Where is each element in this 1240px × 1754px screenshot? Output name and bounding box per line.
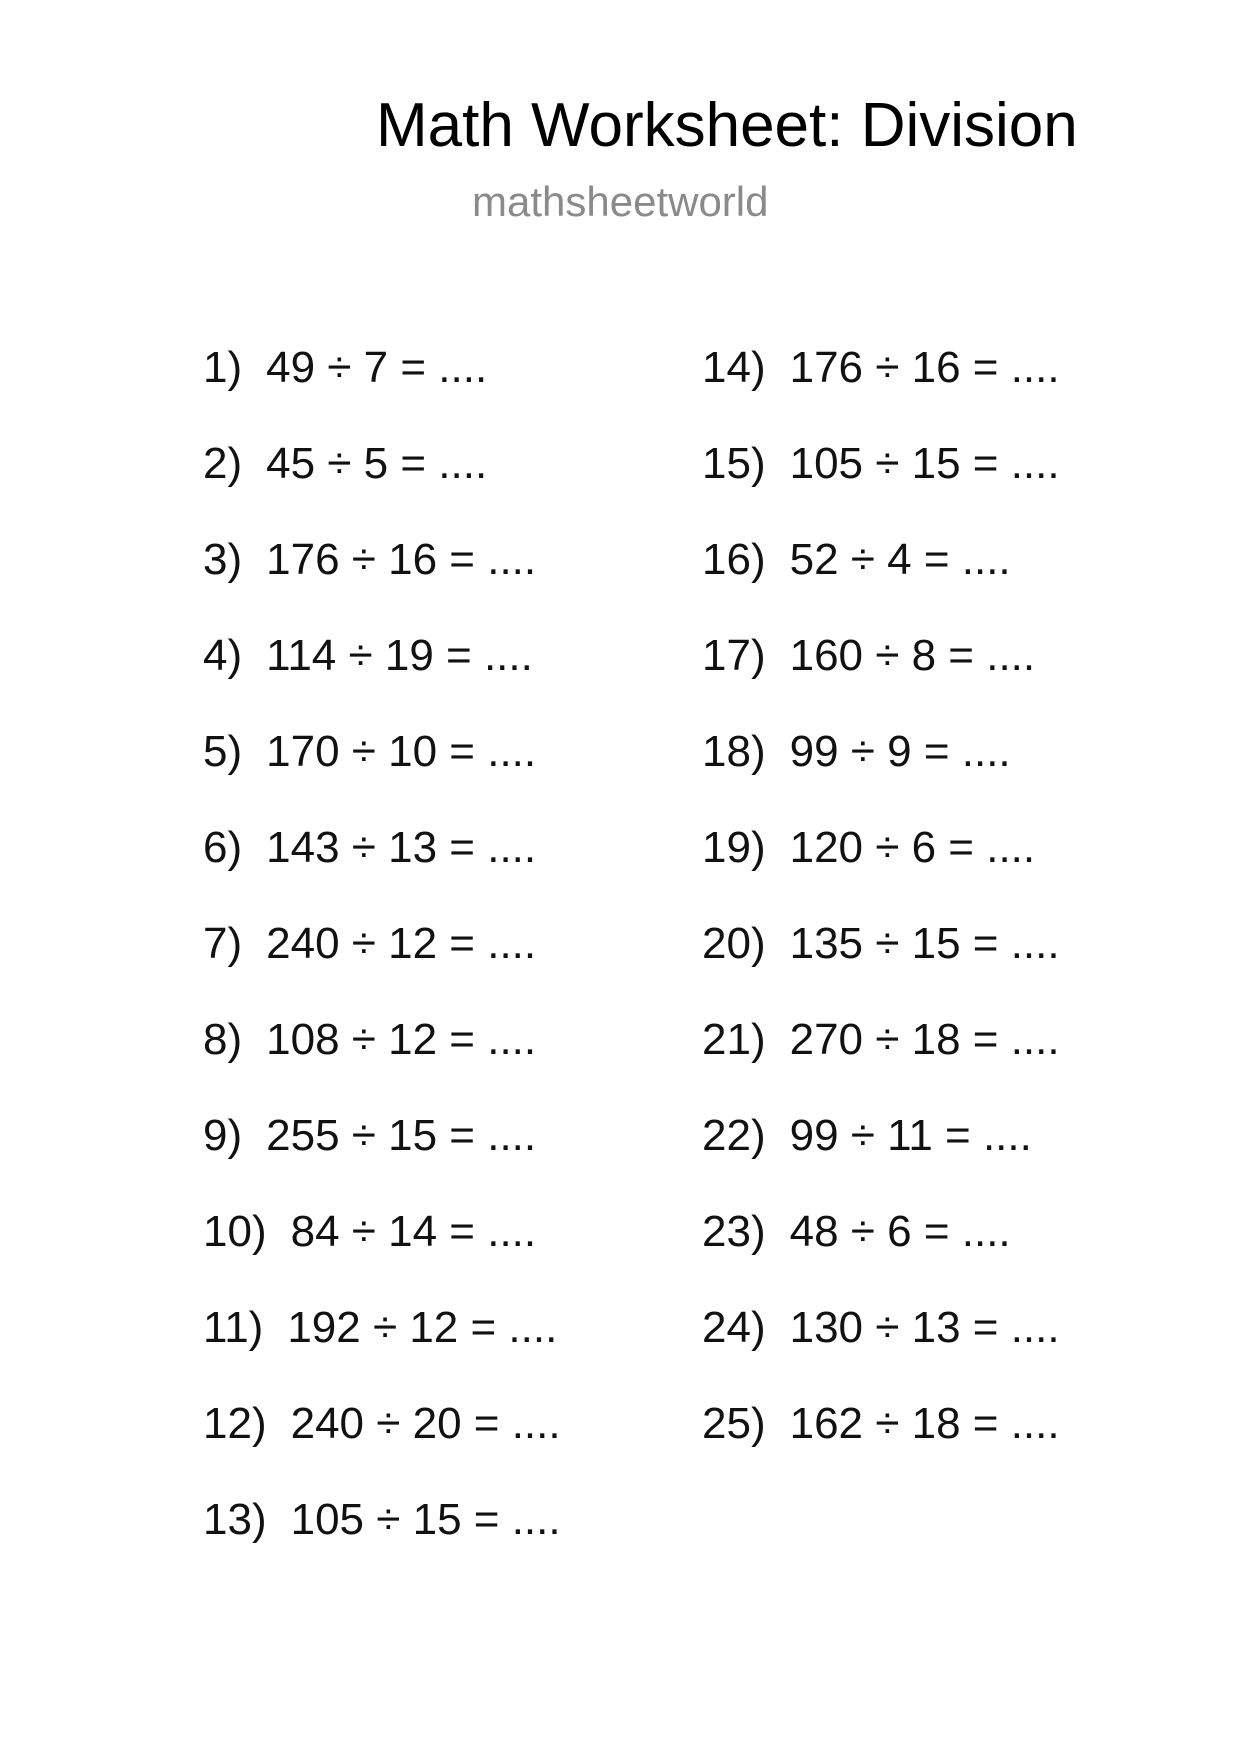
problem-number: 22) <box>702 1111 766 1160</box>
problem-row <box>203 1088 561 1184</box>
problem-number: 7) <box>203 919 243 968</box>
problem-row <box>203 512 561 608</box>
problem-expression: 48 ÷ 6 = .... <box>789 1207 1011 1256</box>
problem-row <box>702 800 1060 896</box>
problem-row <box>203 1280 561 1376</box>
problem-expression: 114 ÷ 19 = .... <box>266 631 533 680</box>
problem-number: 5) <box>203 727 243 776</box>
problem-row <box>203 416 561 512</box>
problem-number: 11) <box>203 1303 264 1352</box>
problem-row <box>702 608 1060 704</box>
problems-column-right <box>702 320 1060 1472</box>
problem-number: 24) <box>702 1303 766 1352</box>
problem-expression: 270 ÷ 18 = .... <box>789 1015 1060 1064</box>
problem-row <box>702 1184 1060 1280</box>
problem-number: 20) <box>702 919 766 968</box>
problem-number: 17) <box>702 631 766 680</box>
problem-row <box>203 1376 561 1472</box>
problem-row <box>702 896 1060 992</box>
problem-number: 9) <box>203 1111 243 1160</box>
problem-number: 3) <box>203 535 243 584</box>
problem-row <box>203 1472 561 1568</box>
problem-row <box>203 992 561 1088</box>
problem-number: 16) <box>702 535 766 584</box>
problem-row <box>702 992 1060 1088</box>
problem-expression: 105 ÷ 15 = .... <box>290 1495 561 1544</box>
problem-row <box>702 1088 1060 1184</box>
problem-expression: 84 ÷ 14 = .... <box>290 1207 537 1256</box>
problem-expression: 240 ÷ 20 = .... <box>290 1399 561 1448</box>
problem-expression: 99 ÷ 9 = .... <box>789 727 1011 776</box>
problem-expression: 120 ÷ 6 = .... <box>789 823 1036 872</box>
worksheet-title: Math Worksheet: Division <box>376 91 1078 160</box>
problem-number: 23) <box>702 1207 766 1256</box>
worksheet-subtitle: mathsheetworld <box>472 178 769 225</box>
problem-row <box>203 704 561 800</box>
problem-expression: 130 ÷ 13 = .... <box>789 1303 1060 1352</box>
problem-expression: 99 ÷ 11 = .... <box>789 1111 1032 1160</box>
problem-expression: 49 ÷ 7 = .... <box>266 343 488 392</box>
problem-row <box>203 1184 561 1280</box>
problem-number: 2) <box>203 439 243 488</box>
problem-row <box>203 320 561 416</box>
problem-row <box>702 704 1060 800</box>
problem-row <box>203 800 561 896</box>
problem-number: 8) <box>203 1015 243 1064</box>
problem-expression: 143 ÷ 13 = .... <box>266 823 537 872</box>
problem-number: 1) <box>203 343 243 392</box>
problem-number: 25) <box>702 1399 766 1448</box>
problem-number: 21) <box>702 1015 766 1064</box>
problem-expression: 135 ÷ 15 = .... <box>789 919 1060 968</box>
problem-expression: 162 ÷ 18 = .... <box>789 1399 1060 1448</box>
problem-row <box>702 320 1060 416</box>
problem-expression: 176 ÷ 16 = .... <box>789 343 1060 392</box>
problem-expression: 192 ÷ 12 = .... <box>287 1303 558 1352</box>
problem-row <box>702 1376 1060 1472</box>
problem-number: 12) <box>203 1399 267 1448</box>
problems-column-left <box>203 320 561 1568</box>
problem-row <box>702 512 1060 608</box>
problem-number: 13) <box>203 1495 267 1544</box>
problem-expression: 45 ÷ 5 = .... <box>266 439 488 488</box>
problem-expression: 240 ÷ 12 = .... <box>266 919 537 968</box>
problem-expression: 108 ÷ 12 = .... <box>266 1015 537 1064</box>
problem-expression: 160 ÷ 8 = .... <box>789 631 1036 680</box>
problem-expression: 255 ÷ 15 = .... <box>266 1111 537 1160</box>
problem-number: 14) <box>702 343 766 392</box>
problem-number: 10) <box>203 1207 267 1256</box>
problem-number: 6) <box>203 823 243 872</box>
problem-row <box>702 416 1060 512</box>
problem-row <box>702 1280 1060 1376</box>
problem-expression: 170 ÷ 10 = .... <box>266 727 537 776</box>
problem-number: 4) <box>203 631 243 680</box>
problem-row <box>203 896 561 992</box>
problem-expression: 105 ÷ 15 = .... <box>789 439 1060 488</box>
problem-number: 15) <box>702 439 766 488</box>
problem-row <box>203 608 561 704</box>
problem-expression: 52 ÷ 4 = .... <box>789 535 1011 584</box>
problem-number: 19) <box>702 823 766 872</box>
problem-expression: 176 ÷ 16 = .... <box>266 535 537 584</box>
problem-number: 18) <box>702 727 766 776</box>
